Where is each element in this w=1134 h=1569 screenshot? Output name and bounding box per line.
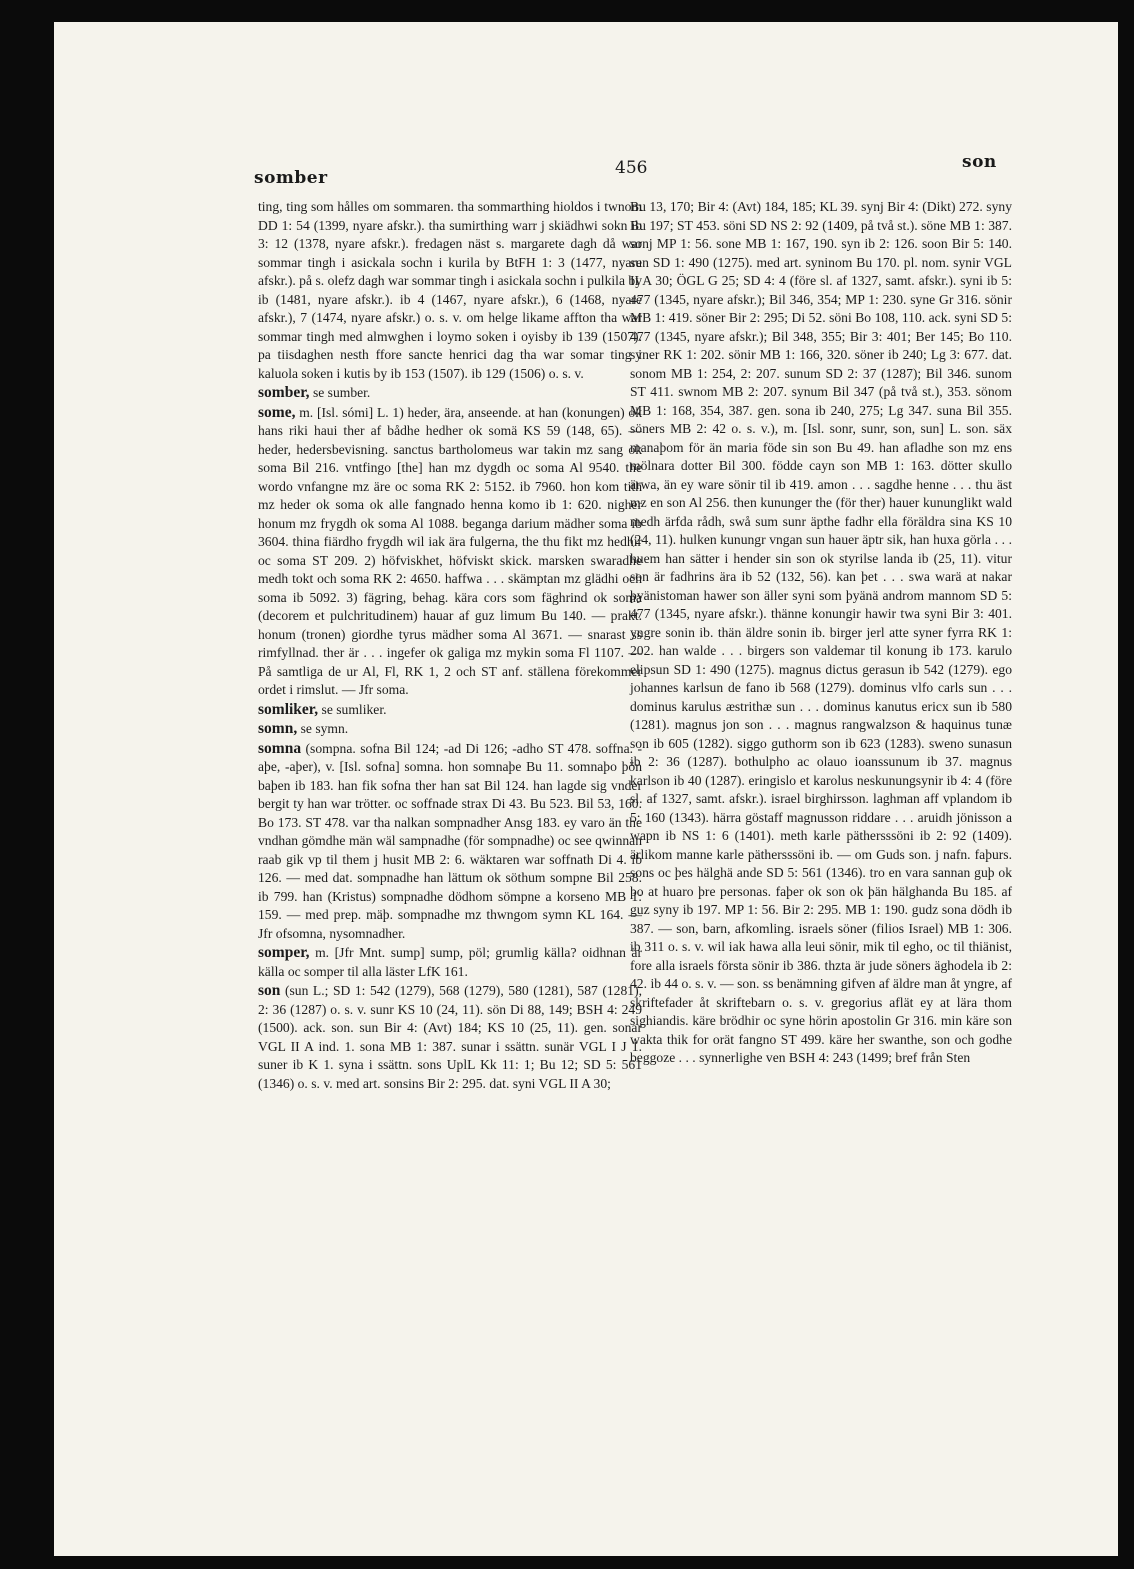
entry-some <box>258 404 642 700</box>
left-column <box>258 198 642 1093</box>
headword: somber, <box>258 384 310 401</box>
entry-somper <box>258 944 642 981</box>
entry-body: se symn. <box>300 721 349 736</box>
entry-body: se sumliker. <box>321 701 387 717</box>
entry-somna <box>258 740 642 944</box>
right-guideword: son <box>962 152 997 172</box>
page-number: 456 <box>615 158 648 178</box>
page-header <box>54 150 1118 190</box>
right-column <box>630 198 1012 1068</box>
entry-body: m. [Isl. sómi] L. 1) heder, ära, anseende. at han (konungen) ok hans riki haui ther af bådhe hedher ok somä KS 59 (148, 65). — heder, hedersbevisning. sanctus bartholomeus war takin mz sang ok soma Bil 216. vntfingo [the] han mz dygdh oc soma Al 9540. the wordo vnfangne mz äre oc soma RK 2: 5152. ib 7960. hon kom tith mz heder ok soma ok alle fangnado henna komo ib 1: 620. nigher honum mz frygdh ok soma Al 1088. beganga darium mädher soma ib 3604. thina fiärdho frygdh wil iak ära fulgerna, the thu fikt mz hedhir oc soma ST 209. 2) höfviskhet, höfviskt skick. marsken swaradhe medh tokt och soma RK 2: 4650. haffwa . . . skämptan mz glädhi och soma ib 5092. 3) fägring, behag. kära cors som fäghrind ok soma (decorem et pulchritudinem) hauar af guz limum Bu 140. — prakt. honum (tronen) giordhe tyrus mädher soma Al 3671. — snarast ss rimfyllnad. ther är . . . ingefer ok galiga mz mykin soma Fl 1107. — På samtliga de ur Al, Fl, RK 1, 2 och ST anf. ställena förekommer ordet i rimslut. — Jfr soma. <box>258 404 642 697</box>
continued-entry-text: ting, ting som hålles om sommaren. tha sommarthing hioldos i twnom DD 1: 54 (1399, nyare afskr.). tha sumirthing warr j skiädhwi sokn ib 3: 12 (1378, nyare afskr.). fredagen näst s. margarete dagh då war sommar tingh i asickala sochn i kurila by BtFH 1: 3 (1477, nyare afskr.). på s. olefz dagh war sommar tingh i asickala sochn i pulkila by ib (1481, nyare afskr.). ib 4 (1467, nyare afskr.), 6 (1468, nyare afskr.), 7 (1474, nyare afskr.) o. s. v. om helge likame affton tha war sommar tingh med almwghen i loymo soken i oyisby ib 139 (1507). pa tiisdaghen nesth ffore sancte henrici dag tha war somar ting i kaluola soken i kutis by ib 153 (1507). ib 129 (1506) o. s. v. <box>258 199 642 381</box>
entry-somn <box>258 720 642 739</box>
scanned-page <box>54 22 1118 1556</box>
left-guideword: somber <box>254 168 328 188</box>
headword: son <box>258 982 281 999</box>
headword: somn, <box>258 720 298 737</box>
entry-somber <box>258 384 642 403</box>
continued-entry-text: Bu 13, 170; Bir 4: (Avt) 184, 185; KL 39. synj Bir 4: (Dikt) 272. syny Bu 197; ST 453. söni SD NS 2: 92 (1409, på två st.). söne MB 1: 387. sonj MP 1: 56. sone MB 1: 167, 190. syn ib 2: 126. soon Bir 5: 140. sun SD 1: 490 (1275). med art. syninom Bu 170. pl. nom. synir VGL II A 30; ÖGL G 25; SD 4: 4 (före sl. af 1327, samt. afskr.). syni ib 5: 477 (1345, nyare afskr.); Bil 346, 354; MP 1: 230. syne Gr 316. sönir MB 1: 419. söner Bir 2: 295; Di 52. söni Bo 108, 110. ack. syni SD 5: 477 (1345, nyare afskr.); Bil 348, 355; Bir 3: 401; Ber 145; Bo 110. syner RK 1: 202. sönir MB 1: 166, 320. söner ib 240; Lg 3: 677. dat. sonom MB 1: 254, 2: 207. sunum SD 2: 37 (1287); Bil 346. sunom ST 411. swnom MB 2: 207. synum Bil 347 (på två st.), 353. sönom MB 1: 168, 354, 387. gen. sona ib 240, 275; Lg 347. suna Bil 355. söners MB 2: 42 o. s. v.), m. [Isl. sonr, sunr, son, sun] L. son. säx manaþom för än maria föde sin son Bu 49. han afladhe son mz ens mölnara dotter Bil 300. födde cayn son MB 1: 163. dötter skullo ärwa, än ey ware sönir til ib 419. amon . . . sagdhe henne . . . thu äst mz en son Al 256. then kununger the (för ther) hauer kununglikt wald medh ärfda rådh, swå sum sunr äpthe fadhr ella föräldra sina KS 10 (24, 11). hulken kunungr vngan sun hauer äptr sik, han huxa görla . . . huem han sätter i hender sin son ok styrilse landa ib (25, 11). vitur son är fadhrins ära ib 52 (132, 56). kan þet . . . swa warä at nakar þyänistoman hawer son äller syni som þyänä androm mannom SD 5: 477 (1345, nyare afskr.). thänne konungir hawir twa syni Bir 3: 401. yngre sonin ib. thän äldre sonin ib. birger jerl atte syner fyrra RK 1: 202. han walde . . . birgers son valdemar til konung ib 173. karulo elipsun SD 1: 490 (1275). magnus dictus gerasun ib 542 (1279). ego johannes karlsun de fano ib 568 (1279). dominus vlfo carls sun . . . dominus karulus æstrithæ sun . . . dominus kanutus ericx sun ib 580 (1281). magnus jon son . . . magnus rangwalzson & haquinus tunæ son ib 605 (1282). siggo guthorm son ib 623 (1283). sweno sunasun ib 2: 36 (1287). bothulpho ac olauo ioanssunum ib 37. magnus karlson ib 40 (1287). eringislo et karolus neskunungsynir ib 4: 4 (före sl. af 1327, samt. afskr.). israel birghirsson. laghman aff vplandom ib 5: 160 (1343). härra göstaff magnusson riddare . . . aruidh jönisson a wapn ib NS 1: 6 (1401). meth karle päthersssöni ib 2: 92 (1409). ärlikom manne karle päthersssöni ib. — om Guds son. j nafn. faþurs. sons oc þes hälghä ande SD 5: 561 (1346). tro en vara sannan guþ ok þo at huaro þre personas. faþer ok son ok þän hälghanda Bu 185. af guz syny ib 197. MP 1: 56. Bir 2: 295. MB 1: 190. gudz sona dödh ib 387. — son, barn, afkomling. israels söner (filios Israel) MB 1: 306. ib 311 o. s. v. wil iak hawa alla leui sönir, mik til egho, oc til thiänist, fore alla israels första sönir ib 386. thzta är jude söners äghodela ib 2: 42. ib 44 o. s. v. — son. ss benämning gifven af äldre man åt yngre, af skriftefader åt skriftebarn o. s. v. gregorius aflät ey at lära thom sighiandis. käre brödhir oc syne hörin apostolin Gr 316. min käre son wakta thik for orät fangno ST 499. käre her swanthe, son och godhe beggoze . . . synnerlighe ven BSH 4: 243 (1499; bref från Sten <box>630 199 1012 1065</box>
headword: some, <box>258 403 296 421</box>
entry-body: (sompna. sofna Bil 124; -ad Di 126; -adho ST 478. soffna. -aþe, -aþer), v. [Isl. sofna] somna. hon somnaþe Bu 11. somnaþo þön baþen ib 183. han fik sofna ther han sat Bil 124. han lagde sig vnder bergit ty han war trötter. oc soffnade strax Di 43. Bu 523. Bil 53, 160. Bo 173. ST 478. var tha nalkan sompnadher Ansg 183. ey varo än the vndhan gömdhe män wäl sampnadhe (för sompnadhe) oc see qwinnan raab gik vp til them j husit MB 2: 6. wäktaren war soffnath Di 4. ib 126. — med dat. sompnadhe han lättum ok söthum sompne Bil 258. ib 799. han (Kristus) sompnadhe dödhom sömpne a korseno MB 1: 159. — med prep. mäþ. sompnadhe mz thwngom symn KL 164. — Jfr ofsomna, nysomnadher. <box>258 740 642 941</box>
entry-body: (sun L.; SD 1: 542 (1279), 568 (1279), 580 (1281), 587 (1281), 2: 36 (1287) o. s. v. sunr KS 10 (24, 11). sön Di 88, 149; BSH 4: 249 (1500). ack. son. sun Bir 4: (Avt) 184; KS 10 (25, 11). gen. sonar VGL II A ind. 1. sona MB 1: 387. sunar i ssättn. sunär VGL I J 1. suner ib K 1. syna i ssättn. sons UplL Kk 11: 1; Bu 12; SD 5: 561 (1346) o. s. v. med art. sonsins Bir 2: 295. dat. syni VGL II A 30; <box>258 983 642 1091</box>
headword: somliker, <box>258 700 319 718</box>
entry-somliker <box>258 701 642 720</box>
entry-body: m. [Jfr Mnt. sump] sump, pöl; grumlig källa? oidhnan är källa oc somper til alla läster LfK 161. <box>258 945 642 979</box>
entry-body: se sumber. <box>312 385 371 400</box>
headword: somna <box>258 739 302 757</box>
entry-son <box>258 982 642 1093</box>
headword: somper, <box>258 944 310 961</box>
